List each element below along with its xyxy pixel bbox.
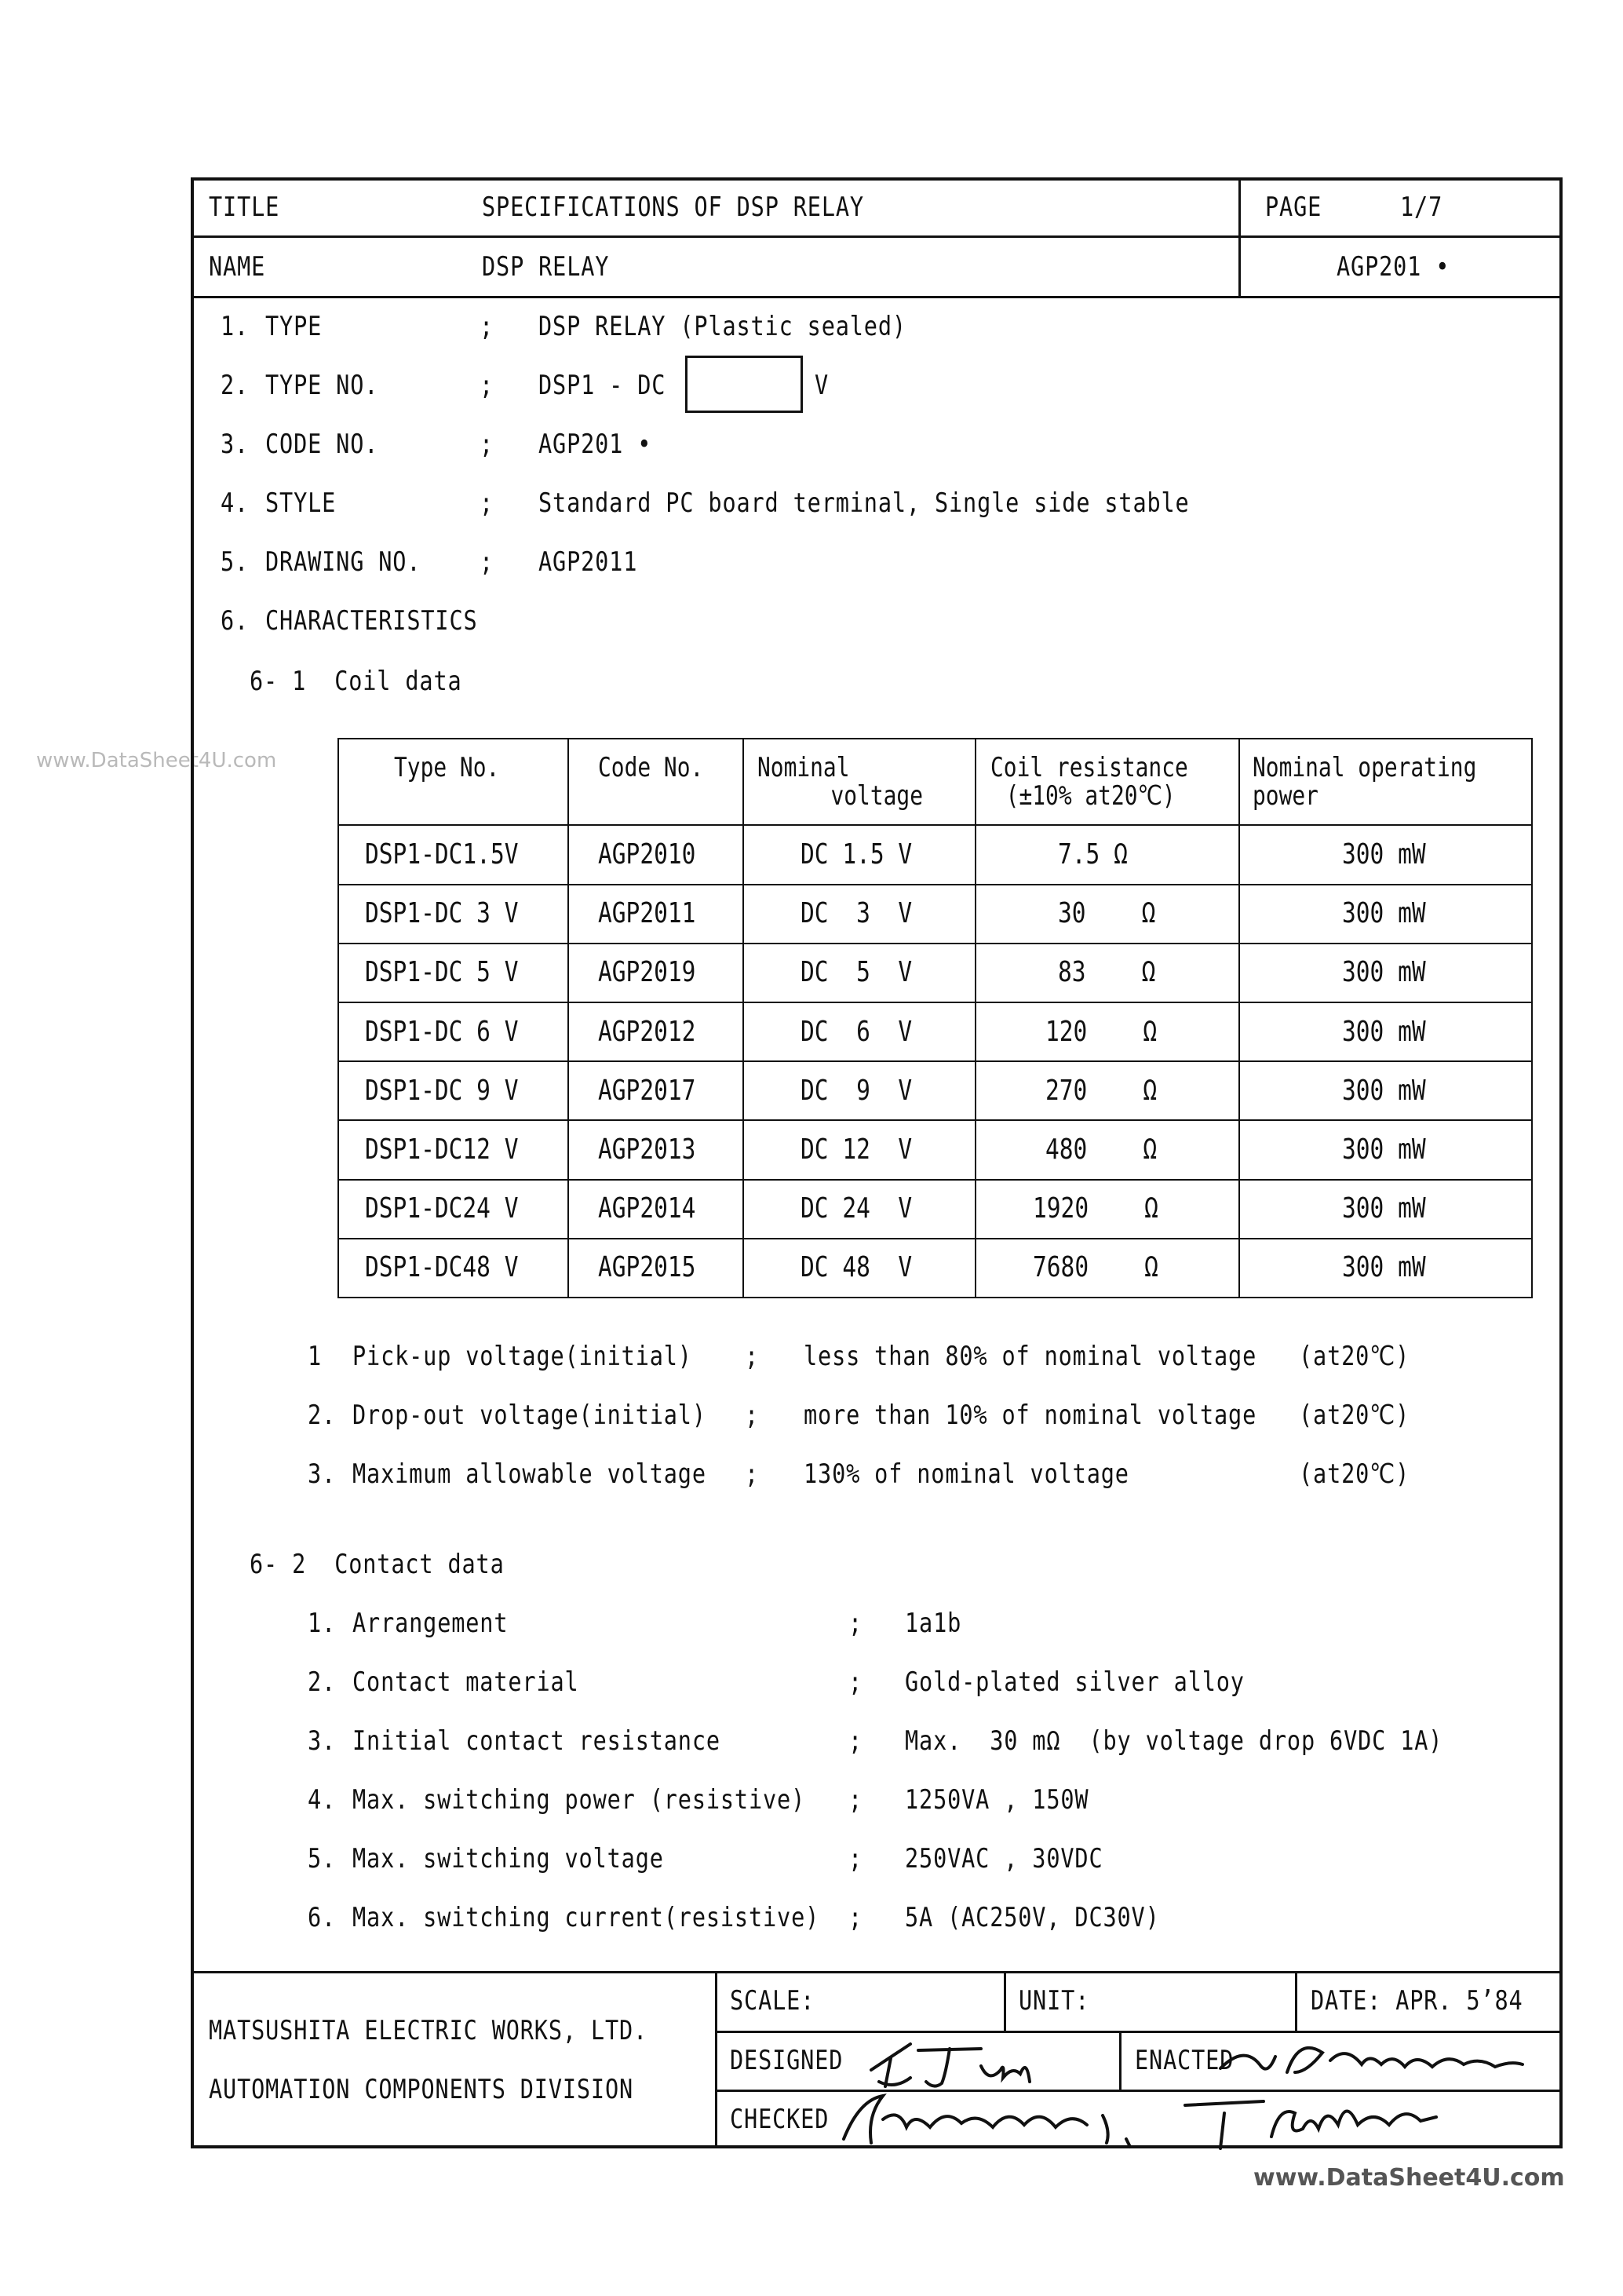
unit-label: UNIT: bbox=[1019, 1985, 1090, 2017]
cell-resistance: 7680 Ω bbox=[1033, 1251, 1158, 1284]
note-number: 1 bbox=[308, 1341, 323, 1372]
table-row bbox=[338, 1180, 1532, 1239]
item-value: AGP2011 bbox=[538, 546, 638, 578]
cell-type: DSP1-DC48 V bbox=[365, 1251, 519, 1284]
cell-resistance: 30 Ω bbox=[1058, 897, 1156, 930]
cell-code: AGP2011 bbox=[598, 897, 696, 930]
cell-type: DSP1-DC 3 V bbox=[365, 897, 519, 930]
item-value: Standard PC board terminal, Single side stable bbox=[538, 487, 1190, 519]
cell-power: 300 mW bbox=[1342, 956, 1426, 989]
item-number: 3. bbox=[221, 429, 250, 460]
item-separator: ; bbox=[480, 311, 494, 342]
cell-code: AGP2014 bbox=[598, 1192, 696, 1225]
note-separator: ; bbox=[745, 1400, 760, 1431]
contact-separator: ; bbox=[848, 1725, 863, 1757]
header-vertical-divider bbox=[1238, 179, 1241, 297]
note-value: 130% of nominal voltage bbox=[804, 1458, 1129, 1490]
column-header-nominal: Nominal bbox=[757, 752, 850, 783]
footer-url: www.DataSheet4U.com bbox=[1253, 2164, 1565, 2192]
cell-resistance: 480 Ω bbox=[1045, 1133, 1158, 1166]
cell-code: AGP2012 bbox=[598, 1015, 696, 1048]
item-label: DRAWING NO. bbox=[265, 546, 421, 578]
watermark: www.DataSheet4U.com bbox=[36, 749, 277, 772]
note-label: Drop-out voltage(initial) bbox=[352, 1400, 706, 1431]
column-header-voltage: voltage bbox=[830, 780, 923, 812]
company-name: MATSUSHITA ELECTRIC WORKS, LTD. bbox=[209, 2015, 648, 2046]
contact-label: Initial contact resistance bbox=[352, 1725, 720, 1757]
contact-value: 250VAC , 30VDC bbox=[905, 1843, 1103, 1874]
contact-value: 5A (AC250V, DC30V) bbox=[905, 1902, 1160, 1933]
scale-label: SCALE: bbox=[730, 1985, 815, 2017]
table-row bbox=[338, 1061, 1532, 1120]
contact-separator: ; bbox=[848, 1784, 863, 1816]
item-value: AGP201 • bbox=[538, 429, 652, 460]
column-header-type: Type No. bbox=[394, 752, 500, 783]
header-divider-2 bbox=[192, 296, 1561, 298]
footer-left-divider bbox=[715, 1971, 717, 2147]
item-suffix: V bbox=[815, 370, 830, 401]
contact-separator: ; bbox=[848, 1902, 863, 1933]
cell-type: DSP1-DC24 V bbox=[365, 1192, 519, 1225]
table-header-row bbox=[338, 739, 1532, 825]
cell-type: DSP1-DC 9 V bbox=[365, 1074, 519, 1107]
item-number: 4. bbox=[221, 487, 250, 519]
column-header-power-2: power bbox=[1253, 780, 1318, 812]
cell-voltage: DC 3 V bbox=[801, 897, 913, 930]
cell-resistance: 120 Ω bbox=[1045, 1015, 1158, 1048]
footer-unit-date-divider bbox=[1295, 1971, 1297, 2032]
contact-number: 2. bbox=[308, 1666, 337, 1698]
cell-power: 300 mW bbox=[1342, 1192, 1426, 1225]
table-row bbox=[338, 825, 1532, 884]
cell-voltage: DC 5 V bbox=[801, 956, 913, 989]
name-label: NAME bbox=[209, 251, 266, 283]
item-label: STYLE bbox=[265, 487, 337, 519]
column-header-power: Nominal operating bbox=[1253, 752, 1477, 783]
cell-power: 300 mW bbox=[1342, 1251, 1426, 1284]
table-row bbox=[338, 1120, 1532, 1179]
note-number: 2. bbox=[308, 1400, 337, 1431]
contact-label: Contact material bbox=[352, 1666, 579, 1698]
item-number: 6. bbox=[221, 605, 250, 637]
contact-value: 1250VA , 150W bbox=[905, 1784, 1089, 1816]
cell-resistance: 270 Ω bbox=[1045, 1074, 1158, 1107]
page-label: PAGE bbox=[1265, 192, 1322, 223]
note-separator: ; bbox=[745, 1458, 760, 1490]
section-heading: CHARACTERISTICS bbox=[265, 605, 478, 637]
date-label: DATE: APR. 5’84 bbox=[1311, 1985, 1523, 2017]
item-label: TYPE bbox=[265, 311, 323, 342]
contact-label: Max. switching voltage bbox=[352, 1843, 664, 1874]
note-condition: (at20℃) bbox=[1299, 1458, 1410, 1490]
document-title: SPECIFICATIONS OF DSP RELAY bbox=[482, 192, 864, 223]
contact-label: Max. switching power (resistive) bbox=[352, 1784, 806, 1816]
note-condition: (at20℃) bbox=[1299, 1400, 1410, 1431]
table-row bbox=[338, 1002, 1532, 1061]
cell-power: 300 mW bbox=[1342, 897, 1426, 930]
item-separator: ; bbox=[480, 429, 494, 460]
note-value: more than 10% of nominal voltage bbox=[804, 1400, 1257, 1431]
note-label: Maximum allowable voltage bbox=[352, 1458, 706, 1490]
cell-code: AGP2019 bbox=[598, 956, 696, 989]
subsection-heading: 6- 1 Coil data bbox=[250, 666, 462, 697]
item-number: 2. bbox=[221, 370, 250, 401]
enacted-label: ENACTED bbox=[1135, 2045, 1235, 2076]
item-label: TYPE NO. bbox=[265, 370, 379, 401]
contact-separator: ; bbox=[848, 1608, 863, 1639]
contact-number: 3. bbox=[308, 1725, 337, 1757]
contact-label: Max. switching current(resistive) bbox=[352, 1902, 820, 1933]
cell-power: 300 mW bbox=[1342, 1074, 1426, 1107]
product-code: AGP201 • bbox=[1337, 251, 1450, 283]
item-separator: ; bbox=[480, 370, 494, 401]
item-separator: ; bbox=[480, 546, 494, 578]
cell-type: DSP1-DC1.5V bbox=[365, 838, 519, 871]
division-name: AUTOMATION COMPONENTS DIVISION bbox=[209, 2074, 634, 2105]
cell-voltage: DC 12 V bbox=[801, 1133, 913, 1166]
subsection-heading: 6- 2 Contact data bbox=[250, 1549, 505, 1580]
note-condition: (at20℃) bbox=[1299, 1341, 1410, 1372]
contact-value: Max. 30 mΩ (by voltage drop 6VDC 1A) bbox=[905, 1725, 1443, 1757]
contact-number: 5. bbox=[308, 1843, 337, 1874]
cell-code: AGP2013 bbox=[598, 1133, 696, 1166]
table-row bbox=[338, 885, 1532, 944]
cell-resistance: 7.5 Ω bbox=[1058, 838, 1128, 871]
contact-number: 4. bbox=[308, 1784, 337, 1816]
title-label: TITLE bbox=[209, 192, 280, 223]
table-row bbox=[338, 944, 1532, 1002]
cell-resistance: 1920 Ω bbox=[1033, 1192, 1158, 1225]
cell-resistance: 83 Ω bbox=[1058, 956, 1156, 989]
cell-type: DSP1-DC12 V bbox=[365, 1133, 519, 1166]
contact-value: 1a1b bbox=[905, 1608, 962, 1639]
footer-scale-unit-divider bbox=[1004, 1971, 1006, 2032]
note-number: 3. bbox=[308, 1458, 337, 1490]
checked-signature bbox=[836, 2084, 1150, 2151]
cell-voltage: DC 9 V bbox=[801, 1074, 913, 1107]
contact-number: 1. bbox=[308, 1608, 337, 1639]
cell-power: 300 mW bbox=[1342, 1133, 1426, 1166]
item-number: 5. bbox=[221, 546, 250, 578]
footer-top-rule bbox=[192, 1971, 1561, 1973]
designed-label: DESIGNED bbox=[730, 2045, 844, 2076]
column-header-resistance: Coil resistance bbox=[990, 752, 1188, 783]
contact-number: 6. bbox=[308, 1902, 337, 1933]
contact-separator: ; bbox=[848, 1666, 863, 1698]
cell-code: AGP2015 bbox=[598, 1251, 696, 1284]
cell-power: 300 mW bbox=[1342, 838, 1426, 871]
table-row bbox=[338, 1239, 1532, 1298]
column-header-code: Code No. bbox=[598, 752, 704, 783]
cell-voltage: DC 24 V bbox=[801, 1192, 913, 1225]
note-label: Pick-up voltage(initial) bbox=[352, 1341, 692, 1372]
checked-label: CHECKED bbox=[730, 2104, 830, 2135]
cell-code: AGP2010 bbox=[598, 838, 696, 871]
second-checked-signature bbox=[1177, 2082, 1444, 2152]
contact-label: Arrangement bbox=[352, 1608, 509, 1639]
item-value: DSP RELAY (Plastic sealed) bbox=[538, 311, 906, 342]
coil-data-table bbox=[337, 738, 1533, 1298]
cell-voltage: DC 48 V bbox=[801, 1251, 913, 1284]
page-number: 1/7 bbox=[1400, 192, 1443, 223]
item-label: CODE NO. bbox=[265, 429, 379, 460]
note-value: less than 80% of nominal voltage bbox=[804, 1341, 1257, 1372]
cell-type: DSP1-DC 5 V bbox=[365, 956, 519, 989]
cell-type: DSP1-DC 6 V bbox=[365, 1015, 519, 1048]
header-divider-1 bbox=[192, 235, 1561, 238]
contact-separator: ; bbox=[848, 1843, 863, 1874]
type-voltage-box bbox=[685, 356, 803, 413]
cell-voltage: DC 1.5 V bbox=[801, 838, 913, 871]
item-number: 1. bbox=[221, 311, 250, 342]
cell-code: AGP2017 bbox=[598, 1074, 696, 1107]
footer-designed-enacted-divider bbox=[1119, 2031, 1122, 2091]
column-header-tolerance: (±10% at20℃) bbox=[1005, 780, 1176, 812]
note-separator: ; bbox=[745, 1341, 760, 1372]
cell-power: 300 mW bbox=[1342, 1015, 1426, 1048]
item-separator: ; bbox=[480, 487, 494, 519]
cell-voltage: DC 6 V bbox=[801, 1015, 913, 1048]
item-value: DSP1 - DC bbox=[538, 370, 666, 401]
product-name: DSP RELAY bbox=[482, 251, 610, 283]
contact-value: Gold-plated silver alloy bbox=[905, 1666, 1245, 1698]
